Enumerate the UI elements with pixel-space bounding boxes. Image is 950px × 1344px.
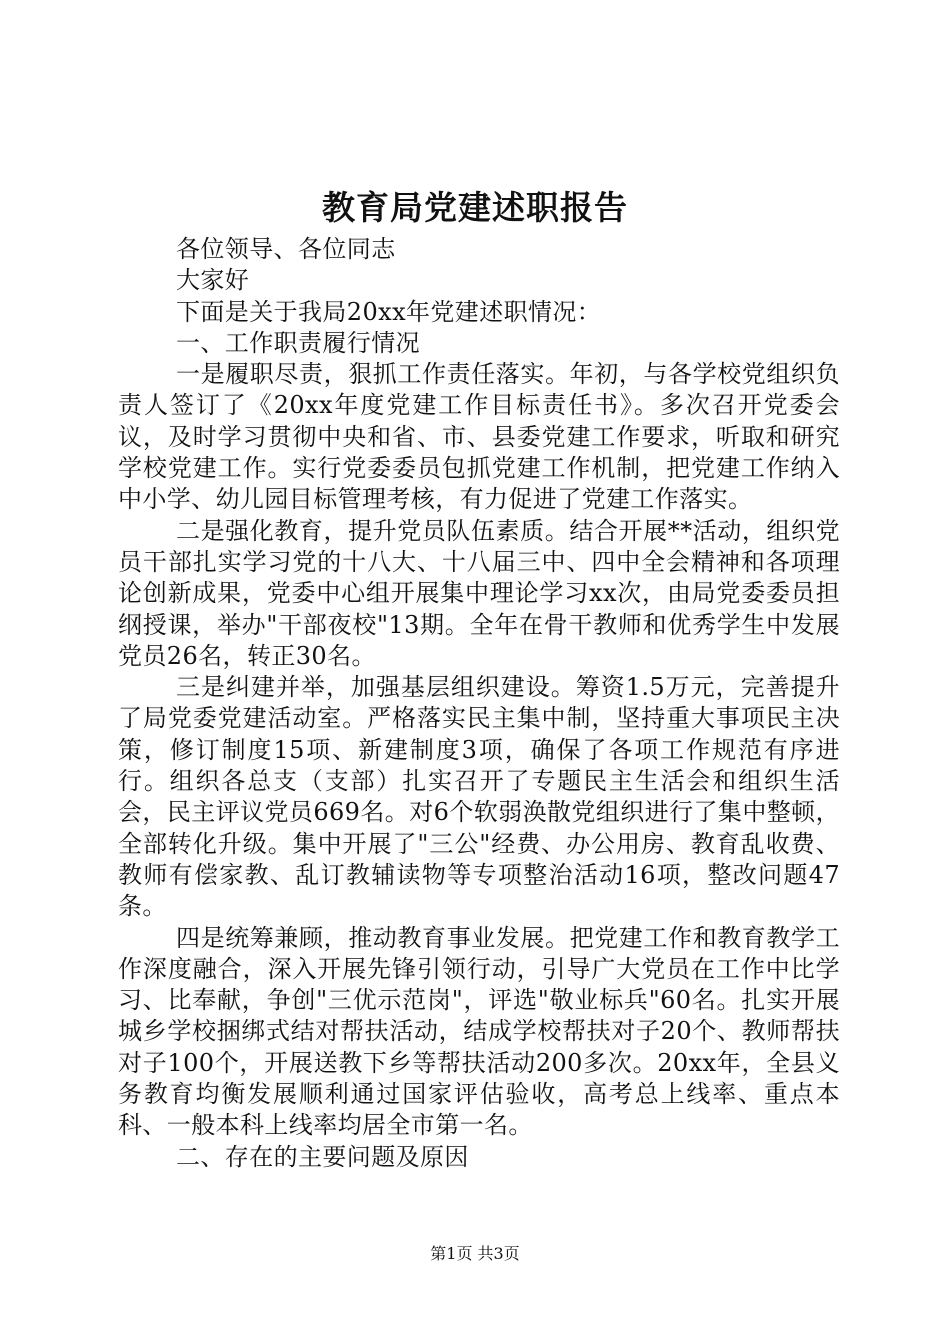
paragraph-responsibility: 一是履职尽责，狠抓工作责任落实。年初，与各学校党组织负责人签订了《20xx年度党建工作目标责任书》。多次召开党委会议，及时学习贯彻中央和省、市、县委党建工作要求，听取和研究学校党建工作。实行党委委员包抓党建工作机制，把党建工作纳入中小学、幼儿园目标管理考核，有力促进了党建工作落实。	[118, 360, 840, 514]
salutation-greeting: 大家好	[176, 266, 250, 295]
salutation-leaders: 各位领导、各位同志	[176, 235, 396, 263]
document-body	[118, 234, 840, 1173]
intro-paragraph: 下面是关于我局20xx年党建述职情况：	[176, 297, 602, 326]
page-number: 第1页 共3页	[430, 1244, 520, 1263]
document-title: 教育局党建述职报告	[322, 188, 628, 227]
section-heading-2: 二、存在的主要问题及原因	[176, 1142, 469, 1171]
paragraph-education: 二是强化教育，提升党员队伍素质。结合开展**活动，组织党员干部扎实学习党的十八大、十八届三中、四中全会精神和各项理论创新成果，党委中心组开展集中理论学习xx次，由局党委委员担纲授课，举办"干部夜校"13期。全年在骨干教师和优秀学生中发展党员26名，转正30名。	[118, 516, 840, 670]
paragraph-organization: 三是纠建并举，加强基层组织建设。筹资1.5万元，完善提升了局党委党建活动室。严格落实民主集中制，坚持重大事项民主决策，修订制度15项、新建制度3项，确保了各项工作规范有序进行。组织各总支（支部）扎实召开了专题民主生活会和组织生活会，民主评议党员669名。对6个软弱涣散党组织进行了集中整顿，全部转化升级。集中开展了"三公"经费、办公用房、教育乱收费、教师有偿家教、乱订教辅读物等专项整治活动16项，整改问题47条。	[118, 673, 840, 921]
section-heading-1: 一、工作职责履行情况	[176, 328, 420, 357]
paragraph-development: 四是统筹兼顾，推动教育事业发展。把党建工作和教育教学工作深度融合，深入开展先锋引领行动，引导广大党员在工作中比学习、比奉献，争创"三优示范岗"，评选"敬业标兵"60名。扎实开展城乡学校捆绑式结对帮扶活动，结成学校帮扶对子20个、教师帮扶对子100个，开展送教下乡等帮扶活动200多次。20xx年，全县义务教育均衡发展顺利通过国家评估验收，高考总上线率、重点本科、一般本科上线率均居全市第一名。	[118, 923, 840, 1140]
